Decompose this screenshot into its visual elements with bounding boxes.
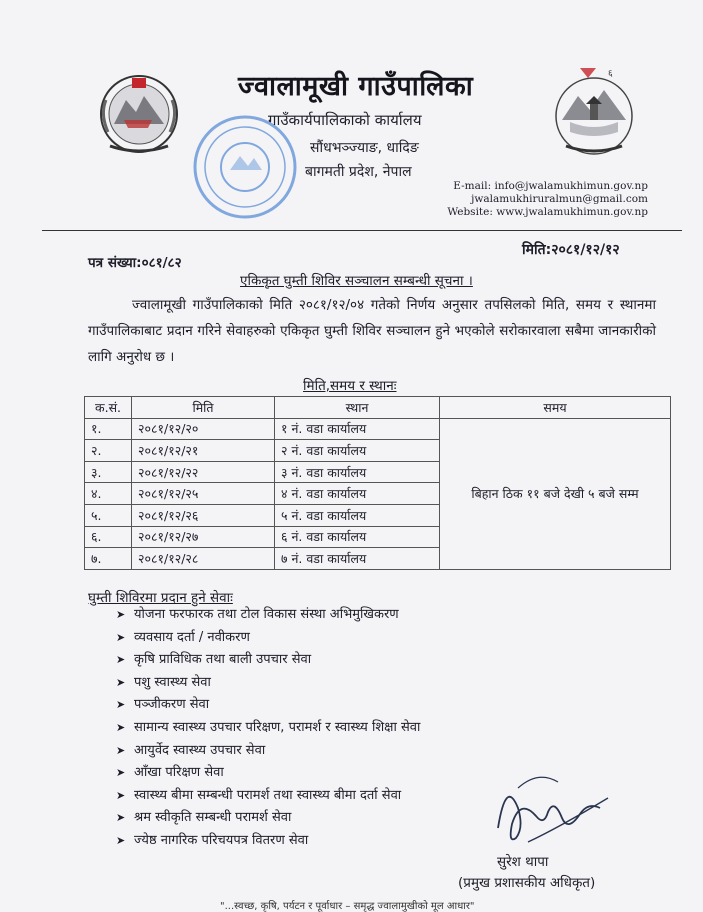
row-date: २०८१/१२/२०	[132, 418, 275, 440]
footer-slogan: "...स्वच्छ, कृषि, पर्यटन र पूर्वाधार – समृद्ध ज्वालामुखीको मूल आधार"	[220, 901, 475, 912]
notice-subject: एकिकृत घुम्ती शिविर सञ्चालन सम्बन्धी सूचना ।	[240, 273, 473, 289]
row-date: २०८१/१२/२७	[132, 526, 275, 548]
header-date: मिति	[132, 397, 275, 419]
row-place: ६ नं. वडा कार्यालय	[275, 526, 440, 548]
list-item	[116, 807, 420, 830]
municipality-logo-icon	[550, 60, 638, 160]
schedule-caption: मिति,समय र स्थानः	[303, 378, 397, 394]
row-place: ४ नं. वडा कार्यालय	[275, 483, 440, 505]
arrow-bullet-icon: ➤	[116, 833, 126, 847]
contact-block	[447, 180, 648, 219]
table-row	[85, 418, 671, 440]
row-place: १ नं. वडा कार्यालय	[275, 418, 440, 440]
header-place: स्थान	[275, 397, 440, 419]
services-title: घुम्ती शिविरमा प्रदान हुने सेवाः	[88, 590, 233, 606]
list-item	[116, 785, 420, 808]
office-province: बागमती प्रदेश, नेपाल	[305, 164, 412, 180]
row-place: ३ नं. वडा कार्यालय	[275, 461, 440, 483]
service-label: पशु स्वास्थ्य सेवा	[134, 674, 211, 690]
row-date: २०८१/१२/२६	[132, 504, 275, 526]
row-date: २०८१/१२/२८	[132, 548, 275, 570]
row-place: २ नं. वडा कार्यालय	[275, 440, 440, 462]
arrow-bullet-icon: ➤	[116, 766, 126, 780]
svg-text:६: ६	[608, 69, 613, 79]
arrow-bullet-icon: ➤	[116, 608, 126, 621]
header-time: समय	[440, 397, 671, 419]
arrow-bullet-icon: ➤	[116, 675, 126, 689]
row-date: २०८१/१२/२५	[132, 483, 275, 505]
service-label: ज्येष्ठ नागरिक परिचयपत्र वितरण सेवा	[134, 832, 309, 848]
row-sn: ४.	[85, 483, 132, 505]
arrow-bullet-icon: ➤	[116, 788, 126, 802]
arrow-bullet-icon: ➤	[116, 653, 126, 667]
list-item	[116, 717, 420, 740]
row-sn: ७.	[85, 548, 132, 570]
service-label: स्वास्थ्य बीमा सम्बन्धी परामर्श तथा स्वास्थ्य बीमा दर्ता सेवा	[134, 787, 402, 803]
notice-body: ज्वालामूखी गाउँपालिकाको मिति २०८१/१२/०४ गतेको निर्णय अनुसार तपसिलको मिति, समय र स्थानमा गाउँपालिकाबाट प्रदान गरिने सेवाहरुको एकिकृत घुम्ती शिविर सञ्चालन हुने भएकोले सरोकारवाला सबैमा जानकारीको लागि अनुरोध छ ।	[88, 297, 656, 365]
row-sn: ५.	[85, 504, 132, 526]
list-item	[116, 604, 420, 627]
services-list	[116, 604, 420, 853]
schedule-time: बिहान ठिक ११ बजे देखी ५ बजे सम्म	[440, 418, 671, 569]
arrow-bullet-icon: ➤	[116, 698, 126, 712]
row-sn: ३.	[85, 461, 132, 483]
letter-date: मिति:२०८१/१२/१२	[522, 242, 620, 258]
row-sn: २.	[85, 440, 132, 462]
signer-name: सुरेश थापा	[497, 854, 549, 870]
row-sn: १.	[85, 418, 132, 440]
arrow-bullet-icon: ➤	[116, 720, 126, 734]
arrow-bullet-icon: ➤	[116, 743, 126, 757]
service-label: आयुर्वेद स्वास्थ्य उपचार सेवा	[134, 742, 266, 758]
list-item	[116, 694, 420, 717]
service-label: आँखा परिक्षण सेवा	[134, 765, 224, 781]
list-item	[116, 830, 420, 853]
letterhead-divider	[42, 230, 682, 231]
list-item	[116, 627, 420, 650]
service-label: व्यवसाय दर्ता / नवीकरण	[134, 629, 250, 645]
service-label: पञ्जीकरण सेवा	[134, 697, 210, 713]
row-place: ५ नं. वडा कार्यालय	[275, 504, 440, 526]
service-label: योजना फरफारक तथा टोल विकास संस्था अभिमुखिकरण	[134, 607, 399, 622]
signer-designation: (प्रमुख प्रशासकीय अधिकृत)	[458, 875, 596, 891]
service-label: श्रम स्वीकृति सम्बन्धी परामर्श सेवा	[134, 810, 292, 826]
list-item	[116, 649, 420, 672]
signature-icon	[488, 768, 618, 852]
row-date: २०८१/१२/२२	[132, 461, 275, 483]
service-label: कृषि प्राविधिक तथा बाली उपचार सेवा	[134, 652, 312, 668]
header-sn: क.सं.	[85, 397, 132, 419]
row-place: ७ नं. वडा कार्यालय	[275, 548, 440, 570]
nepal-emblem-icon	[92, 70, 186, 156]
contact-email: E-mail: info@jwalamukhimun.gov.np	[453, 180, 648, 192]
contact-email-alt: jwalamukhiruralmun@gmail.com	[471, 193, 648, 205]
office-location: सौंधभञ्ज्याङ, धादिङ	[310, 140, 419, 156]
letter-reference: पत्र संख्या:०८१/८२	[88, 255, 182, 271]
list-item	[116, 762, 420, 785]
municipality-title: ज्वालामूखी गाउँपालिका	[238, 71, 474, 102]
service-label: सामान्य स्वास्थ्य उपचार परिक्षण, परामर्श र स्वास्थ्य शिक्षा सेवा	[134, 719, 421, 735]
office-name: गाउँकार्यपालिकाको कार्यालय	[268, 111, 422, 129]
list-item	[116, 672, 420, 695]
contact-website: Website: www.jwalamukhimun.gov.np	[447, 206, 648, 218]
row-sn: ६.	[85, 526, 132, 548]
arrow-bullet-icon: ➤	[116, 630, 126, 644]
arrow-bullet-icon: ➤	[116, 811, 126, 825]
list-item	[116, 740, 420, 763]
schedule-header-row	[85, 397, 671, 419]
row-date: २०८१/१२/२१	[132, 440, 275, 462]
schedule-table	[84, 396, 671, 570]
